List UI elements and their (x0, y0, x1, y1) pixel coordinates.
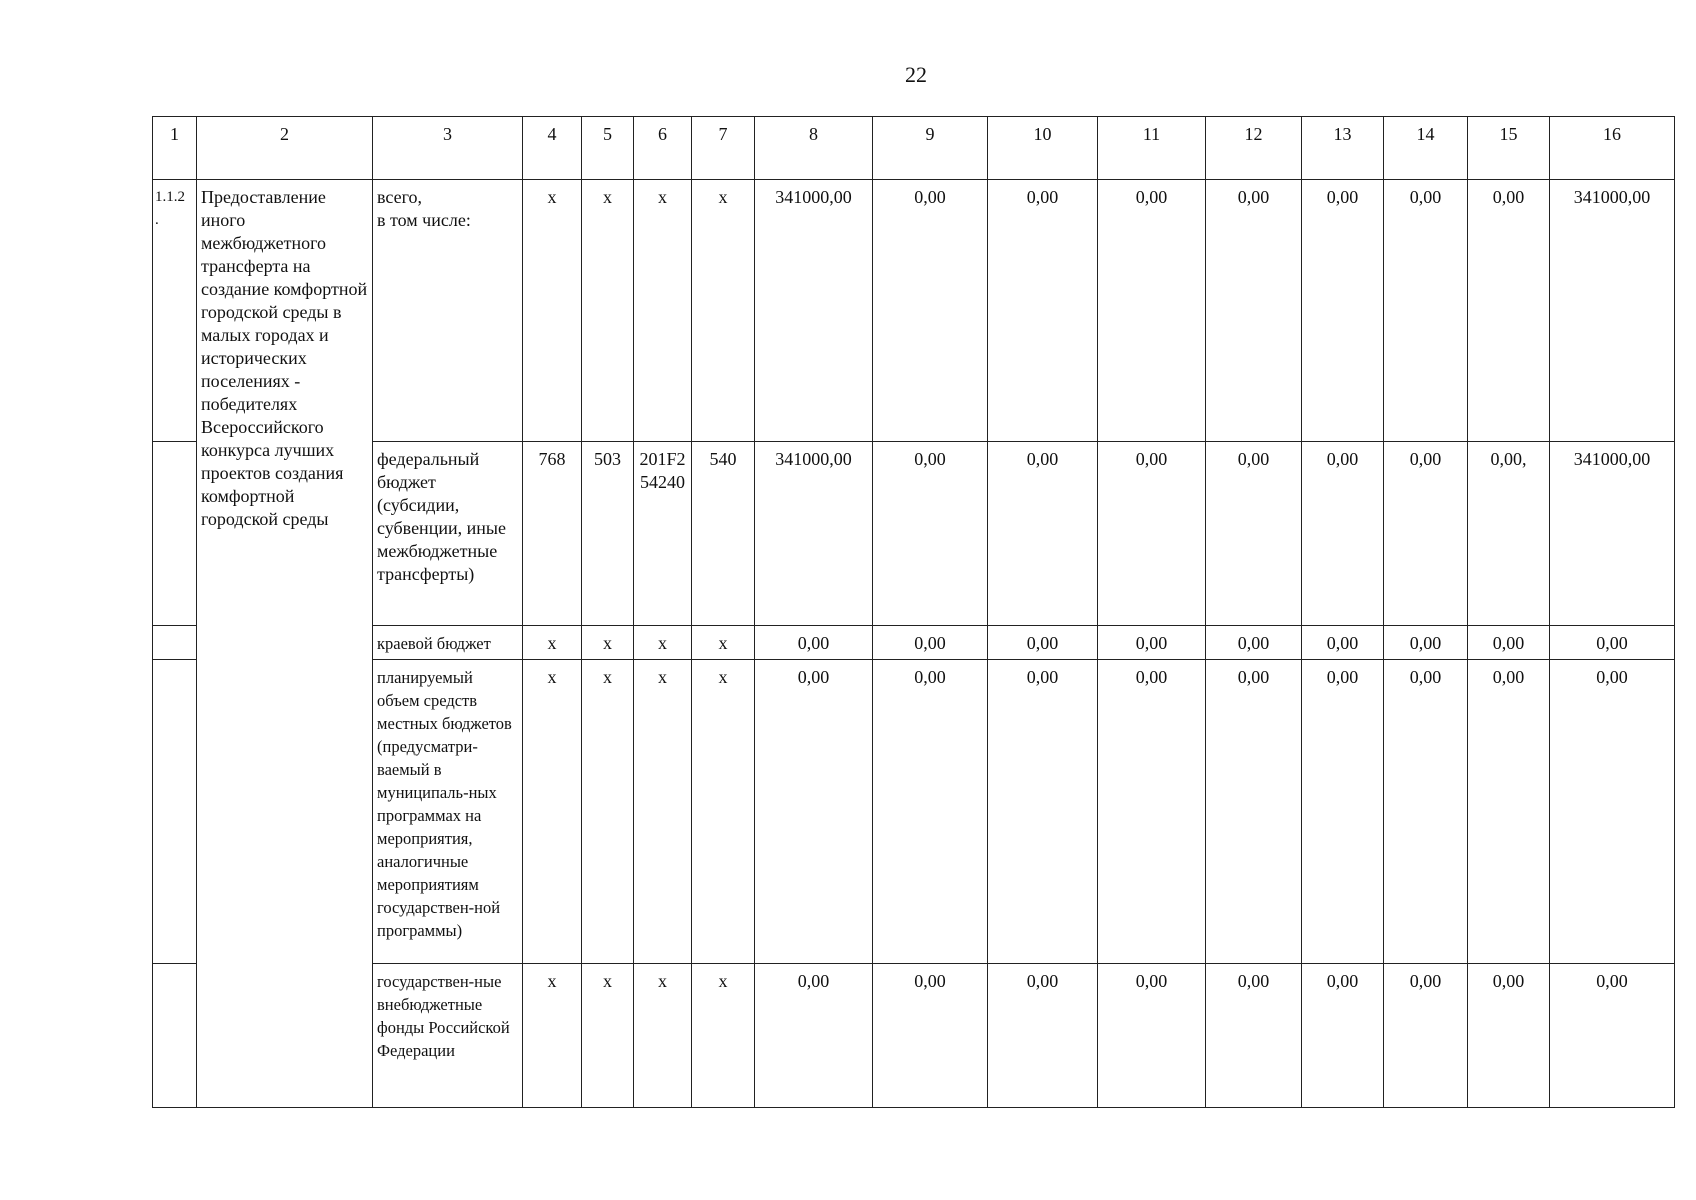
value-cell: 0,00 (1384, 442, 1468, 626)
value-cell: 0,00 (1098, 660, 1206, 964)
code-cell: х (523, 964, 582, 1108)
value-cell: 0,00 (755, 626, 873, 660)
table-row (153, 964, 1675, 1108)
code-cell: 503 (582, 442, 634, 626)
item-name-cell: Предоставление иного межбюджетного трансферта на создание комфортной городской среды в малых городах и исторических поселениях - победителях Всероссийского конкурса лучших проектов создания комфортной городской среды (197, 180, 373, 1108)
value-cell: 0,00 (1098, 964, 1206, 1108)
value-cell: 0,00 (1550, 626, 1675, 660)
value-cell: 0,00 (873, 180, 988, 442)
value-cell: 0,00 (1302, 180, 1384, 442)
value-cell: 0,00 (1384, 660, 1468, 964)
item-number-cell (153, 626, 197, 660)
code-cell: х (634, 964, 692, 1108)
item-number-cell (153, 964, 197, 1108)
header-cell: 6 (634, 117, 692, 180)
page-number: 22 (905, 62, 927, 87)
header-cell: 15 (1468, 117, 1550, 180)
header-cell: 2 (197, 117, 373, 180)
table-row (153, 442, 1675, 626)
value-cell: 0,00 (988, 964, 1098, 1108)
value-cell: 0,00 (1206, 964, 1302, 1108)
value-cell: 0,00 (988, 180, 1098, 442)
value-cell: 0,00 (1384, 964, 1468, 1108)
header-cell: 11 (1098, 117, 1206, 180)
header-cell: 1 (153, 117, 197, 180)
code-cell: 768 (523, 442, 582, 626)
header-cell: 10 (988, 117, 1098, 180)
code-cell: х (692, 180, 755, 442)
code-cell: х (634, 660, 692, 964)
code-cell: х (582, 660, 634, 964)
code-cell: х (634, 180, 692, 442)
item-number-cell (153, 660, 197, 964)
value-cell: 0,00 (1550, 964, 1675, 1108)
item-number-cell (153, 442, 197, 626)
source-cell: планируемый объем средств местных бюджетов (предусматри-ваемый в муниципаль-ных программах на мероприятия, аналогичные мероприятиям государствен-ной программы) (373, 660, 523, 964)
source-cell: государствен-ные внебюджетные фонды Российской Федерации (373, 964, 523, 1108)
value-cell: 0,00 (1384, 626, 1468, 660)
value-cell: 0,00 (1384, 180, 1468, 442)
table-row (153, 660, 1675, 964)
value-cell: 0,00 (873, 964, 988, 1108)
code-cell: х (523, 626, 582, 660)
header-cell: 8 (755, 117, 873, 180)
header-row (153, 117, 1675, 180)
value-cell: 0,00 (1550, 660, 1675, 964)
value-cell: 0,00 (1098, 626, 1206, 660)
source-cell: краевой бюджет (373, 626, 523, 660)
value-cell: 341000,00 (755, 180, 873, 442)
code-cell: 201F254240 (634, 442, 692, 626)
value-cell: 0,00 (1302, 964, 1384, 1108)
value-cell: 341000,00 (1550, 180, 1675, 442)
item-number: 1.1.2 (155, 189, 185, 205)
header-cell: 9 (873, 117, 988, 180)
header-cell: 13 (1302, 117, 1384, 180)
table-row (153, 626, 1675, 660)
value-cell: 0,00 (873, 442, 988, 626)
value-cell: 0,00 (873, 626, 988, 660)
code-cell: х (692, 660, 755, 964)
code-cell: х (634, 626, 692, 660)
code-cell: х (582, 180, 634, 442)
value-cell: 0,00 (1302, 442, 1384, 626)
value-cell: 0,00 (1206, 626, 1302, 660)
value-cell: 0,00 (1206, 660, 1302, 964)
header-cell: 14 (1384, 117, 1468, 180)
code-cell: х (523, 180, 582, 442)
value-cell: 0,00 (988, 660, 1098, 964)
value-cell: 0,00 (988, 626, 1098, 660)
header-cell: 7 (692, 117, 755, 180)
table-row (153, 180, 1675, 442)
value-cell: 0,00 (1206, 442, 1302, 626)
value-cell: 0,00, (1468, 442, 1550, 626)
value-cell: 0,00 (988, 442, 1098, 626)
header-cell: 16 (1550, 117, 1675, 180)
code-cell: х (692, 626, 755, 660)
value-cell: 0,00 (1206, 180, 1302, 442)
value-cell: 0,00 (1302, 660, 1384, 964)
header-cell: 5 (582, 117, 634, 180)
header-cell: 12 (1206, 117, 1302, 180)
code-cell: 540 (692, 442, 755, 626)
source-cell: всего, в том числе: (373, 180, 523, 442)
code-cell: х (582, 964, 634, 1108)
code-cell: х (692, 964, 755, 1108)
value-cell: 0,00 (755, 660, 873, 964)
code-cell: х (523, 660, 582, 964)
value-cell: 0,00 (1098, 180, 1206, 442)
budget-table (152, 116, 1675, 1108)
value-cell: 0,00 (755, 964, 873, 1108)
value-cell: 0,00 (1468, 660, 1550, 964)
header-cell: 3 (373, 117, 523, 180)
value-cell: 0,00 (1468, 180, 1550, 442)
value-cell: 0,00 (1098, 442, 1206, 626)
value-cell: 0,00 (873, 660, 988, 964)
value-cell: 341000,00 (1550, 442, 1675, 626)
source-cell: федеральный бюджет (субсидии, субвенции, иные межбюджетные трансферты) (373, 442, 523, 626)
value-cell: 0,00 (1468, 964, 1550, 1108)
header-cell: 4 (523, 117, 582, 180)
value-cell: 341000,00 (755, 442, 873, 626)
item-dot: . (155, 212, 159, 228)
value-cell: 0,00 (1302, 626, 1384, 660)
code-cell: х (582, 626, 634, 660)
item-number-cell (153, 180, 197, 442)
value-cell: 0,00 (1468, 626, 1550, 660)
